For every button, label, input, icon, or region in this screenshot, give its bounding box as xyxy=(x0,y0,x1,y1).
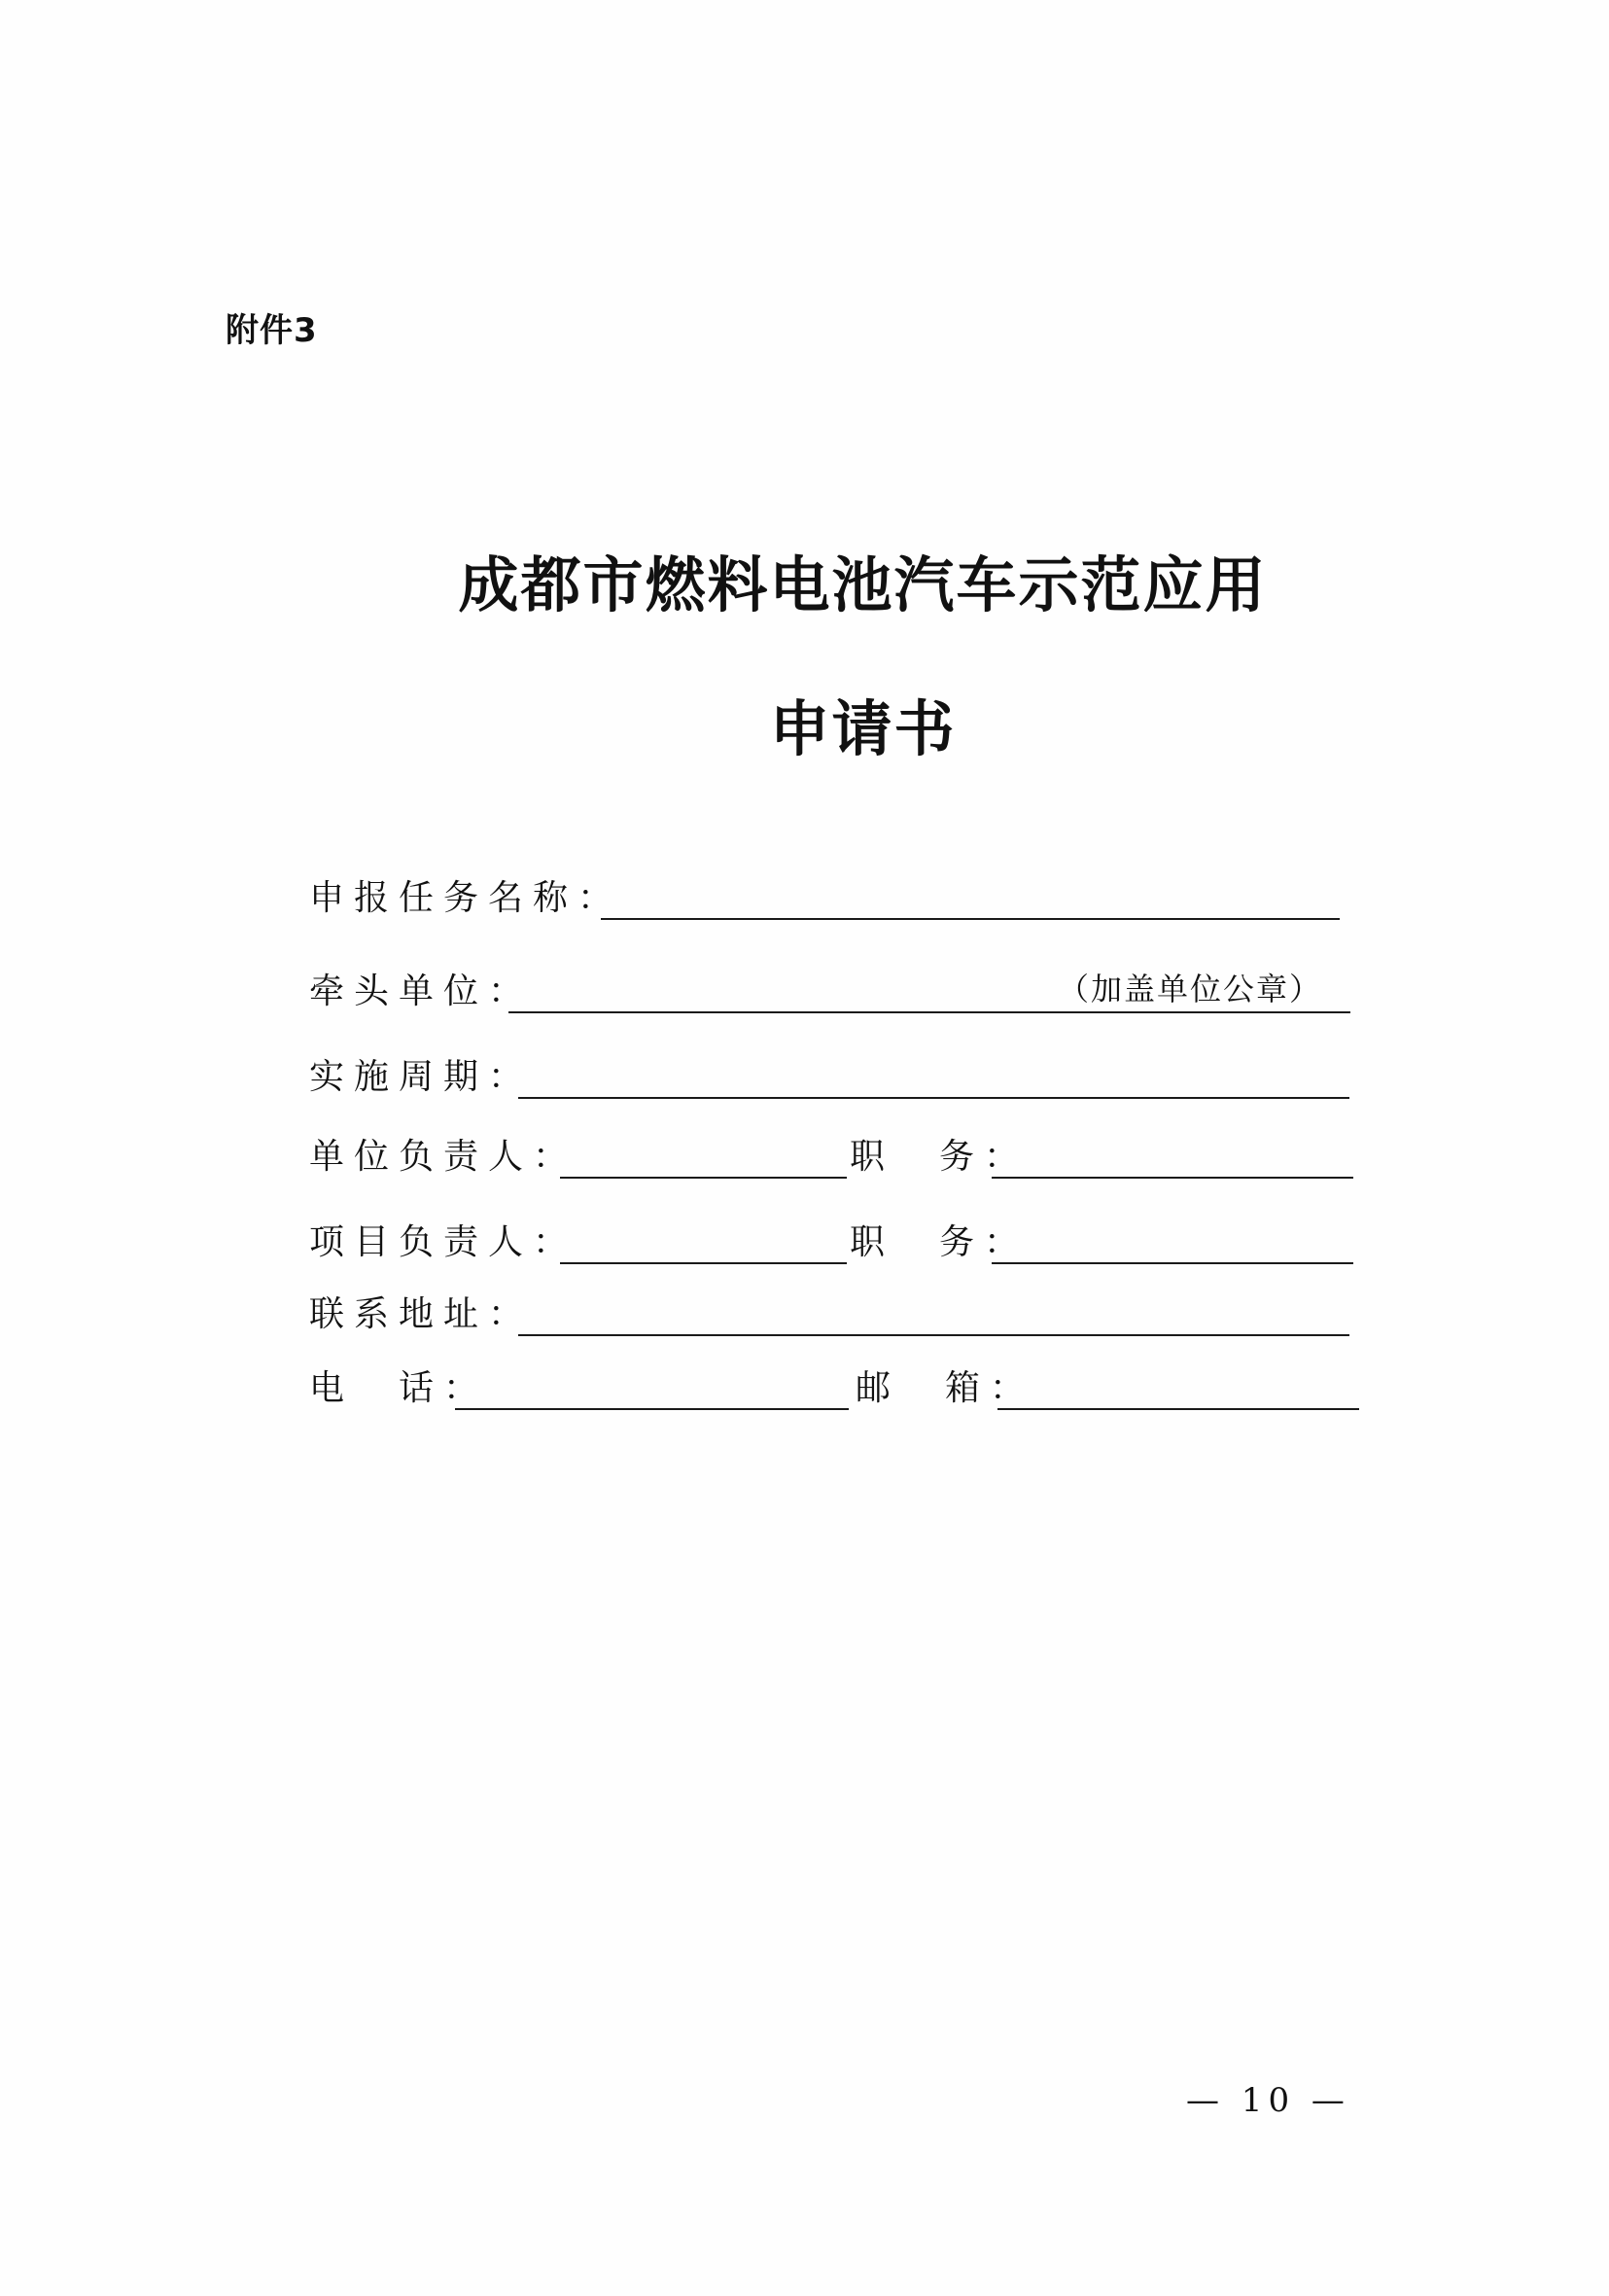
position-field-2[interactable] xyxy=(992,1262,1353,1264)
unit-head-label: 单位负责人： xyxy=(309,1137,578,1177)
form-row-contact xyxy=(309,1365,1369,1416)
lead-unit-label: 牵头单位： xyxy=(309,971,534,1011)
seal-note: （加盖单位公章） xyxy=(1058,971,1323,1007)
page-number: — 10 — xyxy=(1186,2081,1350,2120)
position-field-1[interactable] xyxy=(992,1177,1353,1179)
lead-unit-field[interactable] xyxy=(508,1011,1350,1013)
email-field[interactable] xyxy=(997,1408,1359,1410)
address-field[interactable] xyxy=(518,1334,1349,1336)
task-name-label: 申报任务名称： xyxy=(309,878,623,918)
form-row-project-head xyxy=(309,1219,1359,1270)
project-head-field[interactable] xyxy=(560,1262,847,1264)
period-field[interactable] xyxy=(518,1097,1349,1099)
document-title-line-1: 成都市燃料电池汽车示范应用 xyxy=(458,549,1268,620)
attachment-label: 附件3 xyxy=(226,311,318,350)
address-label: 联系地址： xyxy=(309,1294,534,1334)
unit-head-field[interactable] xyxy=(560,1177,847,1179)
phone-field[interactable] xyxy=(455,1408,849,1410)
project-head-label: 项目负责人： xyxy=(309,1222,578,1262)
form-row-lead-unit xyxy=(309,969,1359,1019)
position-label-2: 职 务： xyxy=(850,1222,1030,1262)
email-label: 邮 箱： xyxy=(856,1368,1035,1408)
form-row-task-name xyxy=(309,875,1349,926)
period-label: 实施周期： xyxy=(309,1057,534,1097)
phone-label: 电 话： xyxy=(309,1368,489,1408)
form-row-unit-head xyxy=(309,1134,1359,1184)
position-label-1: 职 务： xyxy=(850,1137,1030,1177)
task-name-field[interactable] xyxy=(601,918,1340,920)
form-row-address xyxy=(309,1291,1359,1342)
document-title-line-2: 申请书 xyxy=(769,693,957,764)
form-row-period xyxy=(309,1054,1359,1105)
